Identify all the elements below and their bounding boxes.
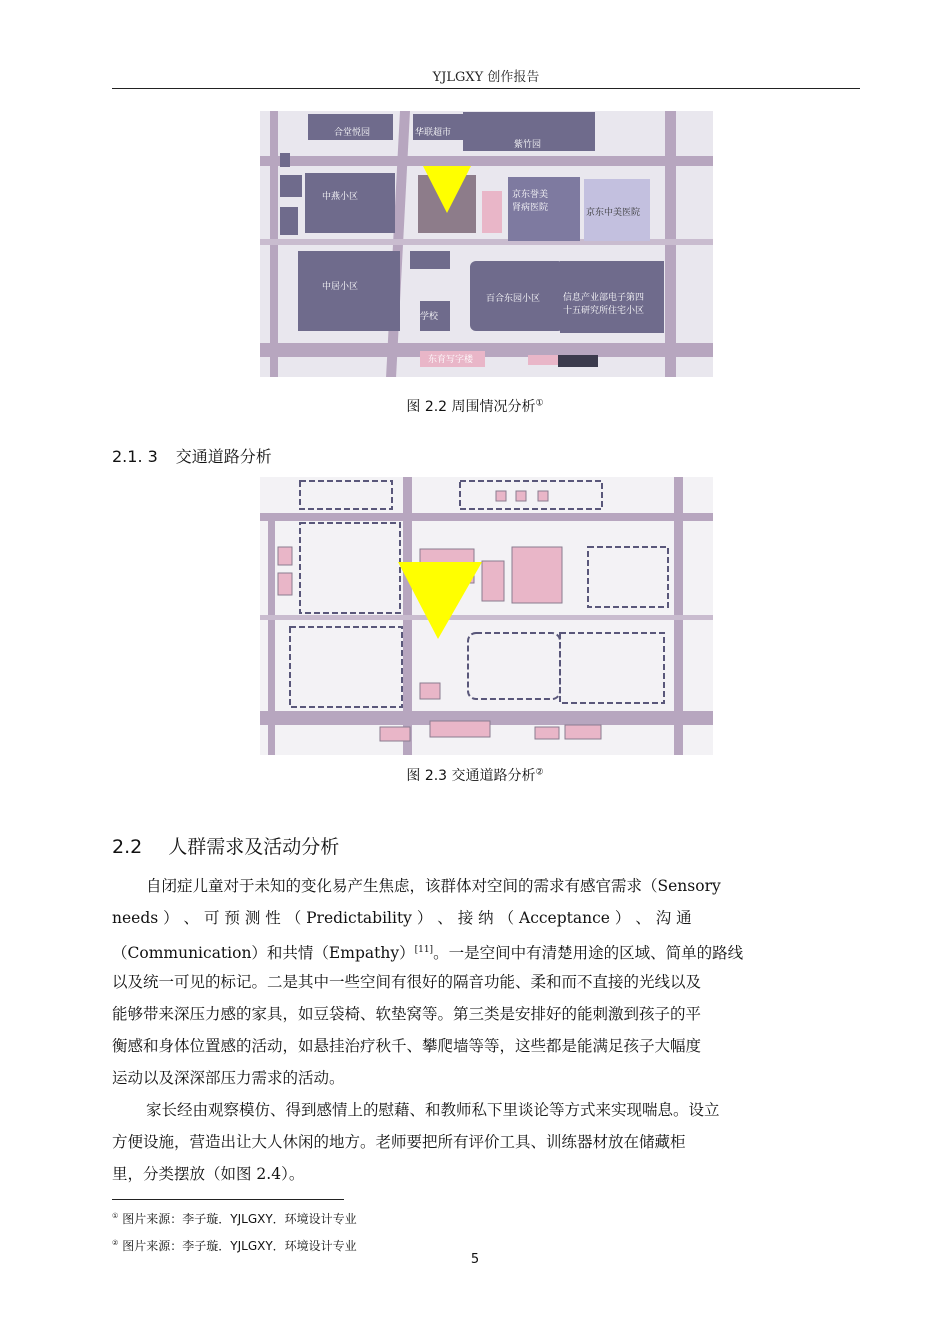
label-jingdong-zhongmei: 京东中美医院 [586,208,641,218]
label-jingdong-yumei: 京东誉美 [512,190,549,200]
para1-line-7: 运动以及深深部压力需求的活动。 [112,1069,345,1087]
label-zhongyan: 中燕小区 [322,192,359,202]
label-xinxi-2: 十五研究所住宅小区 [563,306,645,316]
footnote-2: ② 图片来源：李子璇．YJLGXY．环境设计专业 [112,1239,357,1253]
footnote-1: ① 图片来源：李子璇．YJLGXY．环境设计专业 [112,1212,357,1226]
section-2-1-3-heading: 2.1. 3 交通道路分析 [112,447,272,466]
para1-line-4: 以及统一可见的标记。二是其中一些空间有很好的隔音功能、柔和而不直接的光线以及 [112,973,702,991]
traffic-road-map [260,477,713,755]
label-zizhu: 紫竹园 [514,140,542,150]
footnote-rule [112,1199,344,1200]
label-zhongju: 中居小区 [322,282,359,292]
para1-line-6: 衡感和身体位置感的活动，如悬挂治疗秋千、攀爬墙等等，这些都是能满足孩子大幅度 [112,1037,702,1055]
label-dongyu: 东育写字楼 [428,355,474,365]
figure-2-3-caption: 图 2.3 交通道路分析② [406,767,544,784]
page-header: YJLGXY 创作报告 [432,70,540,85]
label-xinxi-1: 信息产业部电子第四 [563,293,645,303]
para1-line-1: 自闭症儿童对于未知的变化易产生焦虑，该群体对空间的需求有感官需求（Sensory [146,877,721,895]
para2-line-1: 家长经由观察模仿、得到感情上的慰藉、和教师私下里谈论等方式来实现喘息。设立 [146,1101,720,1119]
label-baihe: 百合东园小区 [486,294,541,304]
figure-2-2-caption: 图 2.2 周围情况分析① [406,398,544,415]
para1-line-5: 能够带来深压力感的家具，如豆袋椅、软垫窝等。第三类是安排好的能刺激到孩子的平 [112,1005,702,1023]
label-hualian: 华联超市 [415,128,452,138]
para1-line-2: needs ） 、 可 预 测 性 （ Predictability ） 、 接 纳 （ Acceptance ） 、 沟 通 [112,909,692,927]
section-2-2-heading: 2.2 人群需求及活动分析 [112,836,340,858]
para2-line-3: 里，分类摆放（如图 2.4）。 [112,1165,305,1183]
label-heguan: 合堂悦园 [334,128,371,138]
paragraph-parents [112,1094,860,1190]
header-rule [112,88,860,89]
paragraph-needs [112,870,860,1094]
surroundings-map [260,111,713,377]
label-shenbing: 肾病医院 [512,203,549,213]
page-number: 5 [470,1252,480,1267]
label-xuexiao: 学校 [420,312,439,322]
para1-line-3: （Communication）和共情（Empathy）[11]。一是空间中有清楚用途的区域、简单的路线 [112,944,744,963]
citation-ref: [11] [414,945,434,955]
para2-line-2: 方便设施，营造出让大人休闲的地方。老师要把所有评价工具、训练器材放在储藏柜 [112,1133,686,1151]
